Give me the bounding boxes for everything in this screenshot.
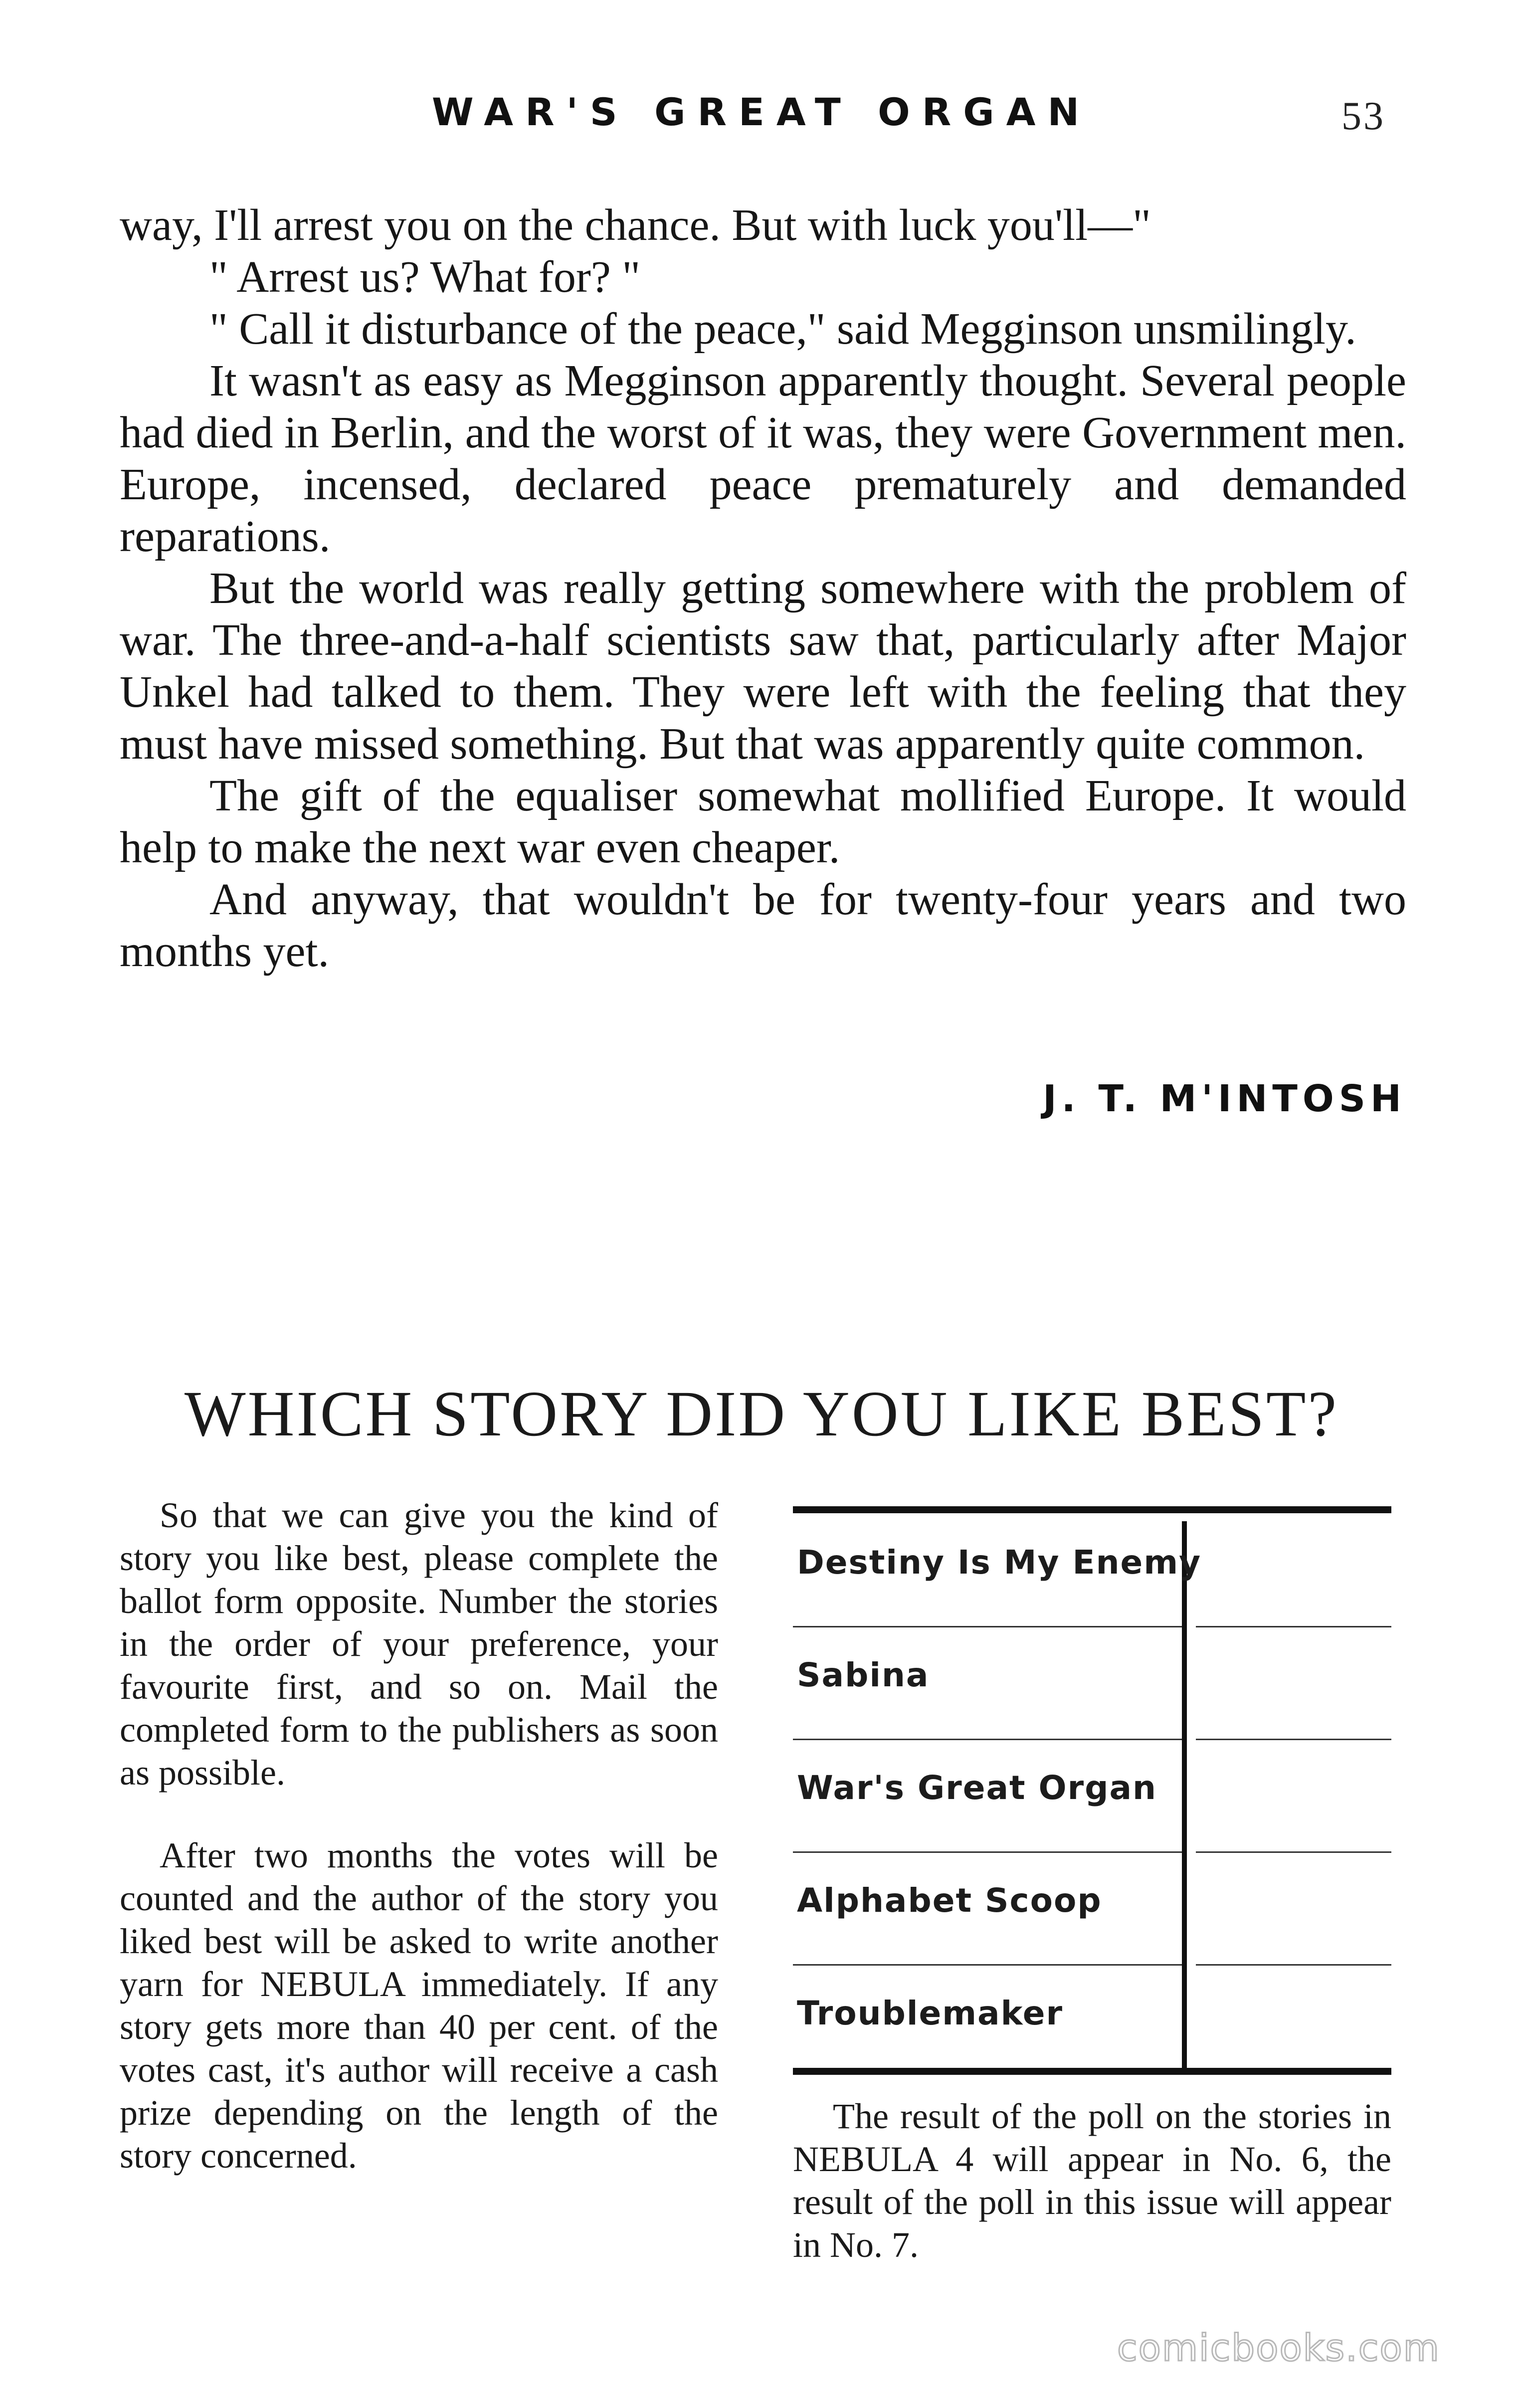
ballot-row <box>793 1626 1391 1739</box>
story-paragraph: The gift of the equaliser somewhat mollified Europe. It would help to make the next war even cheaper. <box>120 771 1406 872</box>
site-watermark: comicbooks.com <box>1117 2327 1440 2370</box>
poll-heading: WHICH STORY DID YOU LIKE BEST? <box>184 1378 1339 1450</box>
running-title: WAR'S GREAT ORGAN <box>431 90 1092 134</box>
poll-note-paragraph: The result of the poll on the stories in NEBULA 4 will appear in No. 6, the result of the poll in this issue will appear in No. 7. <box>793 2096 1391 2265</box>
ballot-row <box>793 1851 1391 1964</box>
story-text <box>120 200 1406 978</box>
story-paragraph: But the world was really getting somewhere with the problem of war. The three-and-a-half scientists saw that, particularly after Major Unkel had talked to them. They were left with the feeling that they must have missed something. But that was apparently quite common. <box>120 564 1406 769</box>
ballot-bottom-rule <box>793 2068 1391 2075</box>
ballot-story-name: Destiny Is My Enemy <box>797 1543 1202 1582</box>
poll-instructions <box>120 1494 718 2177</box>
instruction-paragraph: So that we can give you the kind of story you like best, please complete the ballot form opposite. Number the stories in the order of your preference, your favourite first, and so on. Mail the completed form to the publishers as soon as possible. <box>120 1495 718 1793</box>
story-paragraph: " Arrest us? What for? " <box>209 252 641 302</box>
ballot-story-name: Alphabet Scoop <box>797 1881 1102 1920</box>
ballot-story-name: Troublemaker <box>797 1994 1064 2032</box>
instruction-paragraph: After two months the votes will be counted and the author of the story you liked best will be asked to write another yarn for NEBULA immediately. If any story gets more than 40 per cent. of the votes cast, it's author will receive a cash prize depending on the length of the story concerned. <box>120 1835 718 2176</box>
ballot-top-rule <box>793 1506 1391 1513</box>
ballot-row <box>793 1739 1391 1851</box>
story-paragraph: " Call it disturbance of the peace," said Megginson unsmilingly. <box>209 304 1356 354</box>
author-byline: J. T. M'INTOSH <box>1043 1077 1406 1120</box>
poll-result-note <box>793 2095 1391 2266</box>
ballot-story-name: Sabina <box>797 1656 930 1694</box>
ballot-form <box>793 1506 1391 2075</box>
story-paragraph: way, I'll arrest you on the chance. But with luck you'll—" <box>120 201 1151 250</box>
story-paragraph: It wasn't as easy as Megginson apparently thought. Several people had died in Berlin, and the worst of it was, they were Government men. Europe, incensed, declared peace prematurely and demanded reparations. <box>120 356 1406 561</box>
ballot-story-name: War's Great Organ <box>797 1769 1157 1807</box>
story-paragraph: And anyway, that wouldn't be for twenty-four years and two months yet. <box>120 875 1406 976</box>
ballot-row <box>793 1964 1391 2077</box>
page-number: 53 <box>1341 94 1385 138</box>
ballot-row <box>793 1513 1391 1626</box>
